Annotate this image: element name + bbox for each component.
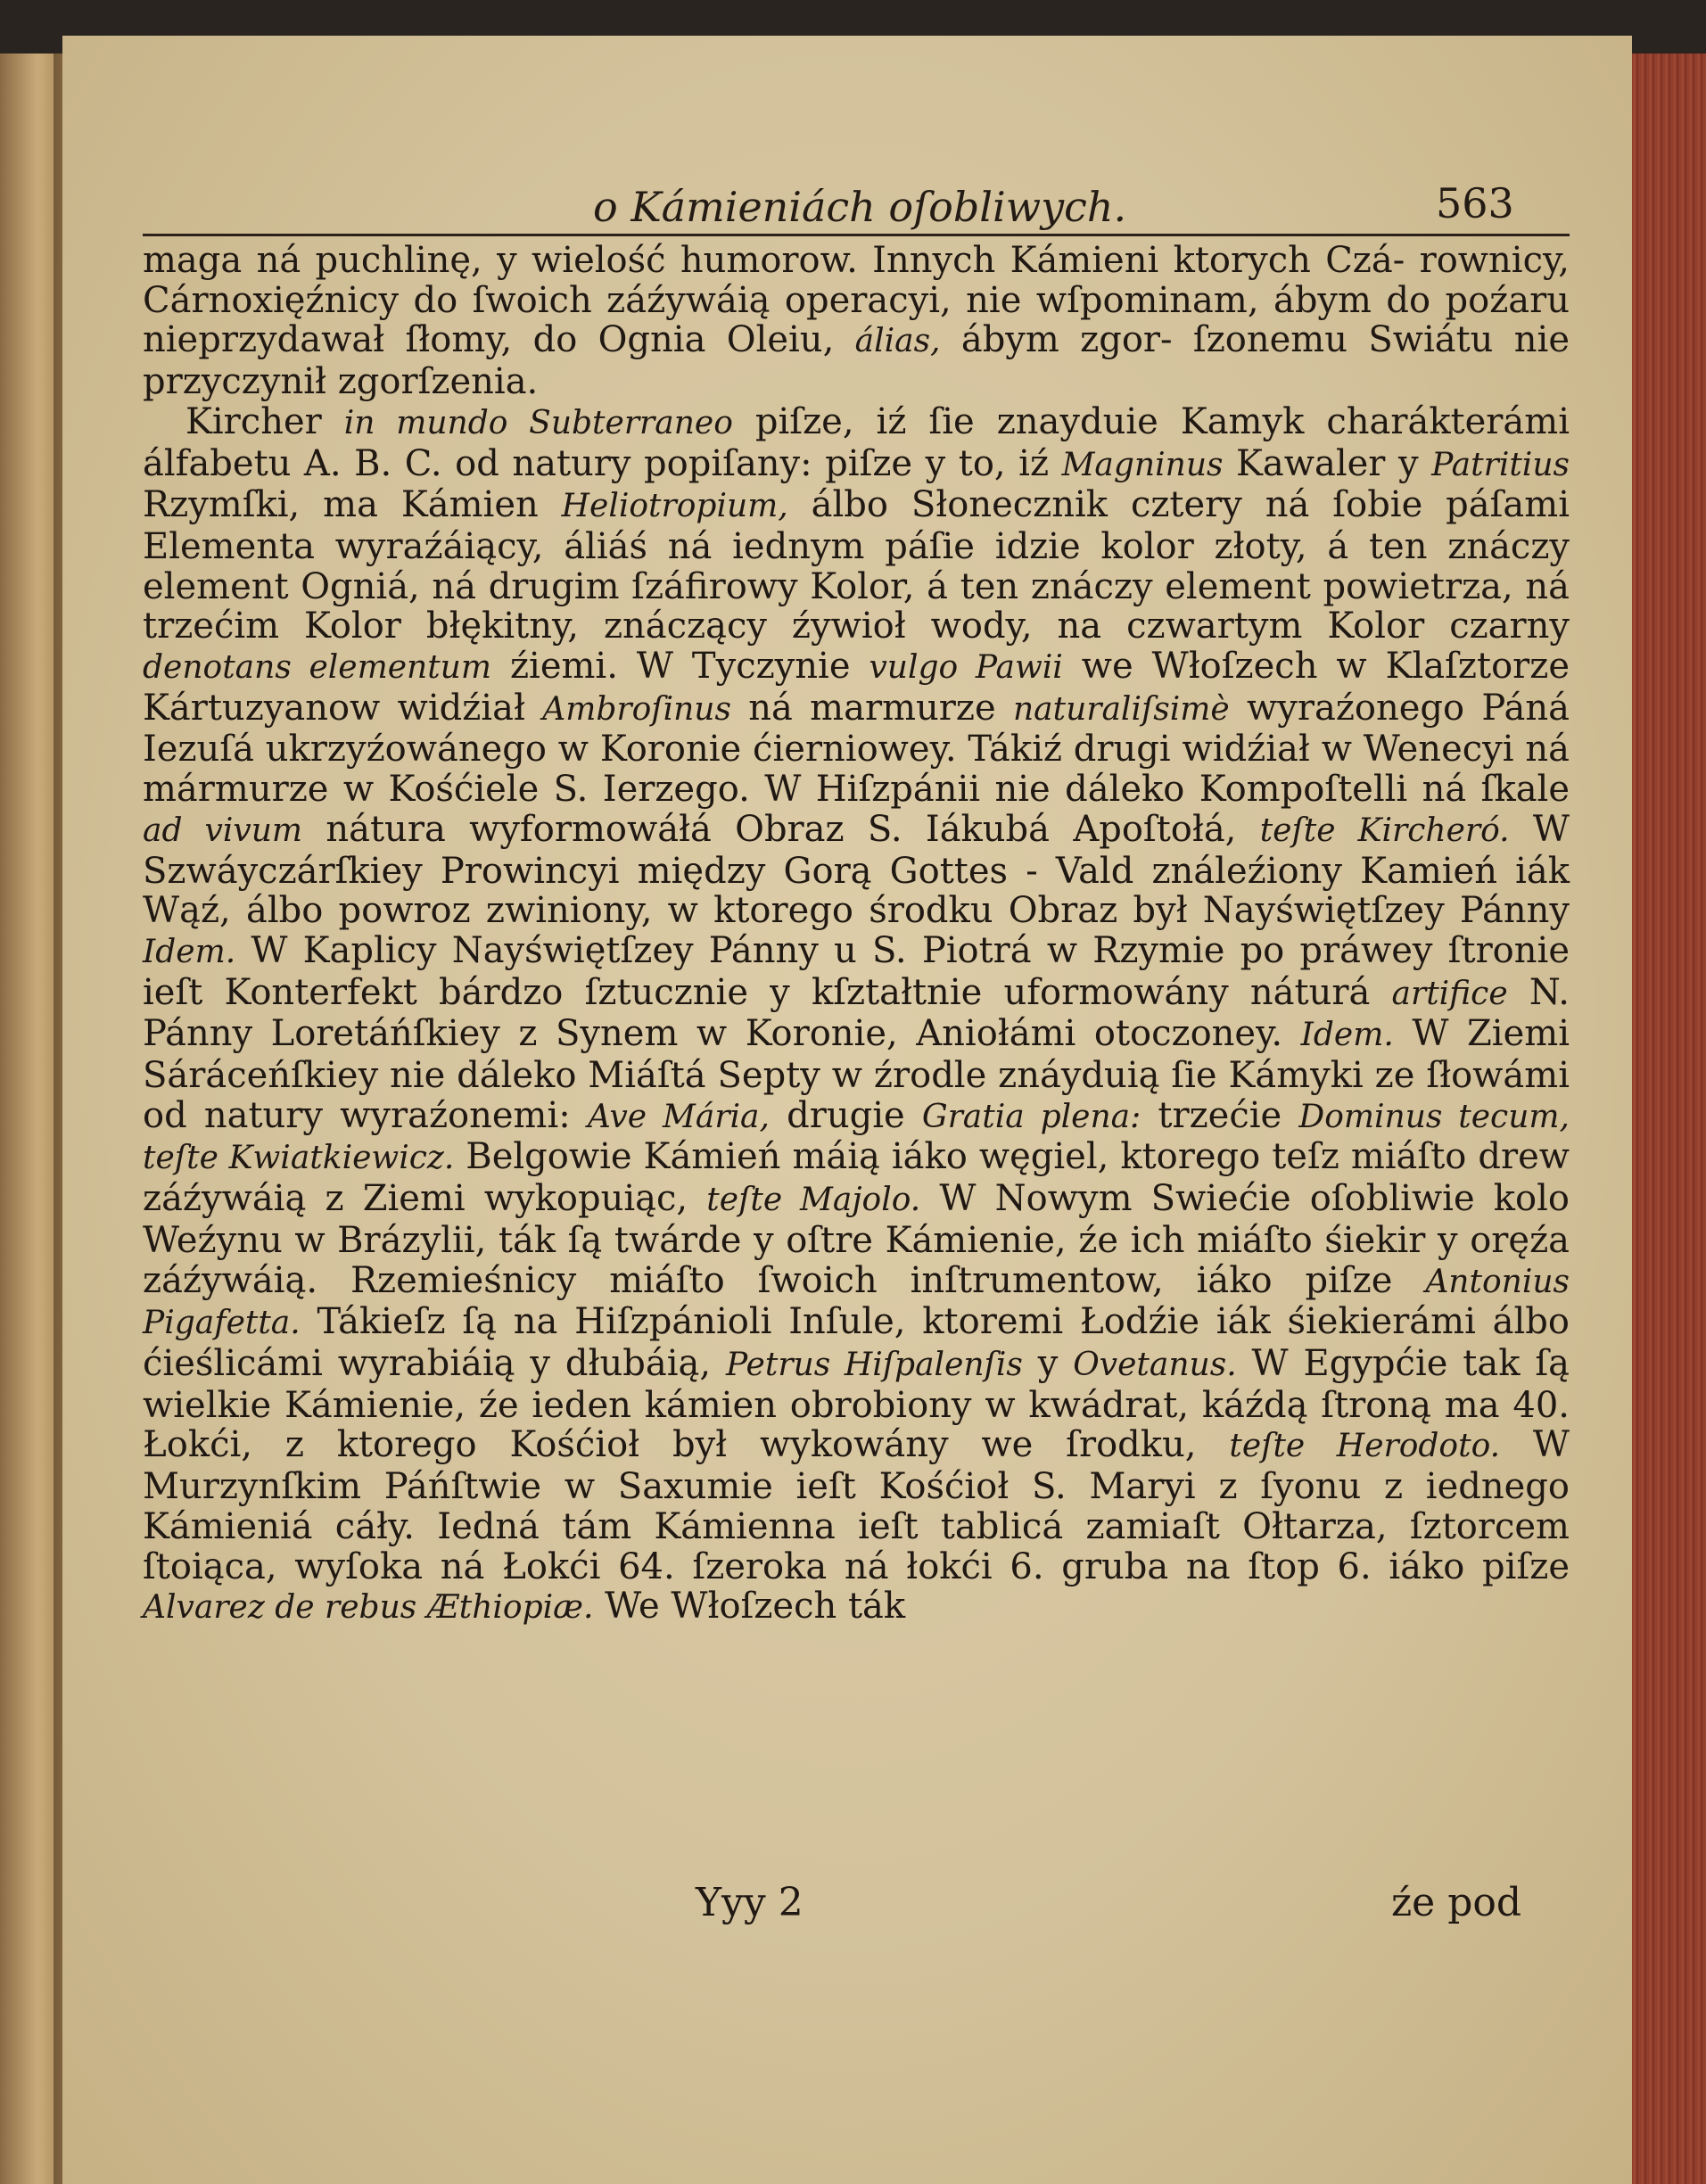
text-run: Kircher — [185, 400, 344, 442]
text-run: wyraźonego Páná Iezuſá ukrzyźowánego w Koronie ćierniowey. Tákiź drugi widźiał w Wenecyi ná mármurze w Kośćiele S. Ierzego. W Hiſzpánii nie dáleko Kompoſtelli ná ſkale — [143, 687, 1570, 811]
page-header — [143, 179, 1570, 236]
text-run: We Włoſzech ták — [593, 1586, 906, 1628]
italic-term: Idem. — [1300, 1017, 1394, 1054]
text-run: Rzymſki, ma Kámien — [143, 484, 562, 526]
header-rule — [143, 234, 1570, 236]
text-run: źiemi. W Tyczynie — [491, 646, 869, 688]
paragraph-2 — [143, 402, 1570, 1628]
italic-term: artifice — [1391, 975, 1508, 1012]
text-run: N. Pánny Loretáńſkiey z Synem w Koronie, Aniołámi otoczoney. — [143, 971, 1570, 1055]
text-line: maga ná puchlinę, y wielość humorow. Innych Kámieni ktorych Czá- — [143, 240, 1405, 281]
italic-term: Dominus tecum, teſte Kwiatkiewicz. — [143, 1098, 1570, 1177]
text-run: W Szwáyczárſkiey Prowincyi między Gorą Gottes - Vald ználeźiony Kamień iák Wąź, álbo powroz zwiniony, w ktorego środku Obraz był Nayświętſzey Pánny — [143, 808, 1570, 932]
italic-term: Patritius — [1431, 446, 1570, 483]
italic-term: teſte Majolo. — [706, 1182, 921, 1219]
text-run: drugie — [769, 1094, 922, 1136]
italic-term: Alvarez de rebus Æthiopiæ. — [143, 1589, 594, 1627]
italic-term: teſte Kircheró. — [1259, 812, 1510, 849]
page-footer — [143, 1880, 1570, 1933]
text-line: ſzonemu Swiátu nie przyczynił zgorſzenia. — [143, 319, 1570, 403]
italic-term: vulgo Pawii — [869, 649, 1063, 687]
text-run: W Egypćie tak ſą wielkie Kámienie, źe ieden kámien obrobiony w kwádrat, káźdą ſtroną ma 40. Łokći, z ktorego Kośćioł był wykowány we ſrodku, — [143, 1342, 1570, 1466]
text-run: y — [1022, 1342, 1074, 1384]
italic-term: Antonius Pigafetta. — [143, 1263, 1570, 1342]
italic-term: Magninus — [1061, 446, 1224, 483]
italic-term: Heliotropium, — [561, 488, 788, 525]
text-run: álbo Słonecznik cztery ná ſobie páſami Elementa wyraźáiący, áliáś ná iednym páſie idzie kolor złoty, á ten znáczy element Ogniá, ná drugim ſzáfirowy Kolor, á ten znáczy element powietrza, ná trzećim Kolor błękitny, znáczący źywioł wody, na czwartym Kolor czarny — [143, 484, 1570, 647]
body-text — [143, 241, 1570, 1628]
italic-term: Gratia plena: — [921, 1098, 1141, 1135]
italic-term: in mundo Subterraneo — [343, 404, 733, 441]
text-run: nátura wyformowáłá Obraz S. Iákubá Apoſtołá, — [302, 808, 1260, 850]
text-run: W Murzynſkim Páńſtwie w Saxumie ieſt Kośćioł S. Maryi z ſyonu z iednego Kámieniá cáły. Iedná tám Kámienna ieſt tablicá zamiaſt Ołtarza, ſztorcem ſtoiąca, wyſoka ná Łokći 64. ſzeroka ná łokći 6. gruba na ſtop 6. iáko piſze — [143, 1424, 1570, 1587]
italic-term: Ave Mária, — [587, 1098, 770, 1135]
running-head: o Kámieniách oſobliwych. — [593, 183, 1127, 231]
italic-term: Petrus Hiſpalenſis — [725, 1346, 1023, 1383]
text-line: rownicy, Cárnoxięźnicy do ſwoich záźywáią operacyi, nie wſpominam, — [143, 240, 1570, 321]
italic-term: ad vivum — [143, 812, 303, 849]
signature-mark: Yyy 2 — [696, 1880, 804, 1925]
text-run: Belgowie Kámień máią iáko węgiel, ktorego teſz miáſto drew záźywáią z Ziemi wykopuiąc, — [143, 1136, 1570, 1220]
italic-term: Idem. — [143, 933, 236, 970]
text-run: we Włoſzech w Klaſztorze Kártuzyanow widźiał — [143, 646, 1570, 729]
page-number: 563 — [1436, 179, 1514, 227]
italic-term: álias, — [854, 323, 941, 360]
red-page-edges — [1632, 54, 1706, 2184]
text-run: Tákieſz ſą na Hiſzpánioli Inſule, ktoremi Łodźie iák śiekierámi álbo ćieślicámi wyrabiáią y dłubáią, — [143, 1301, 1570, 1384]
text-run: Kawaler y — [1223, 442, 1432, 484]
catchword: źe pod — [1391, 1880, 1522, 1925]
italic-term: Ambroſinus — [542, 690, 731, 728]
italic-term: naturaliſsimè — [1012, 690, 1230, 728]
paragraph-1 — [143, 241, 1570, 402]
italic-term: Ovetanus. — [1073, 1346, 1237, 1383]
text-run: W Nowym Swiećie oſobliwie kolo Weźynu w Brázylii, ták ſą twárde y oſtre Kámienie, źe ich miáſto śiekir y oręźa záźywáią. Rzemieśnicy miáſto ſwoich inſtrumentow, iáko piſze — [143, 1178, 1570, 1301]
text-line: ábym do poźaru nieprzydawał ſłomy, do Ognia Oleiu, — [143, 279, 1570, 361]
text-run: W Ziemi Sáráceńſkiey nie dáleko Miáſtá Septy w źrodle znáyduią ſie Kámyki ze ſłowámi od natury wyraźonemi: — [143, 1013, 1570, 1136]
italic-term: teſte Herodoto. — [1229, 1428, 1501, 1465]
italic-term: denotans elementum — [143, 649, 492, 687]
text-line: ábym zgor- — [960, 319, 1173, 361]
text-run: trzećie — [1141, 1094, 1299, 1136]
text-run: piſze, iź ſie znayduie Kamyk charákterámi álfabetu A. B. C. od natury popiſany: piſze y to, iź — [143, 400, 1570, 484]
text-run: W Kaplicy Nayświętſzey Pánny u S. Piotrá w Rzymie po práwey ſtronie ieſt Konterfekt bárdzo ſztucznie y kſztałtnie uformowány náturá — [143, 929, 1570, 1013]
text-run: ná marmurze — [730, 687, 1013, 729]
